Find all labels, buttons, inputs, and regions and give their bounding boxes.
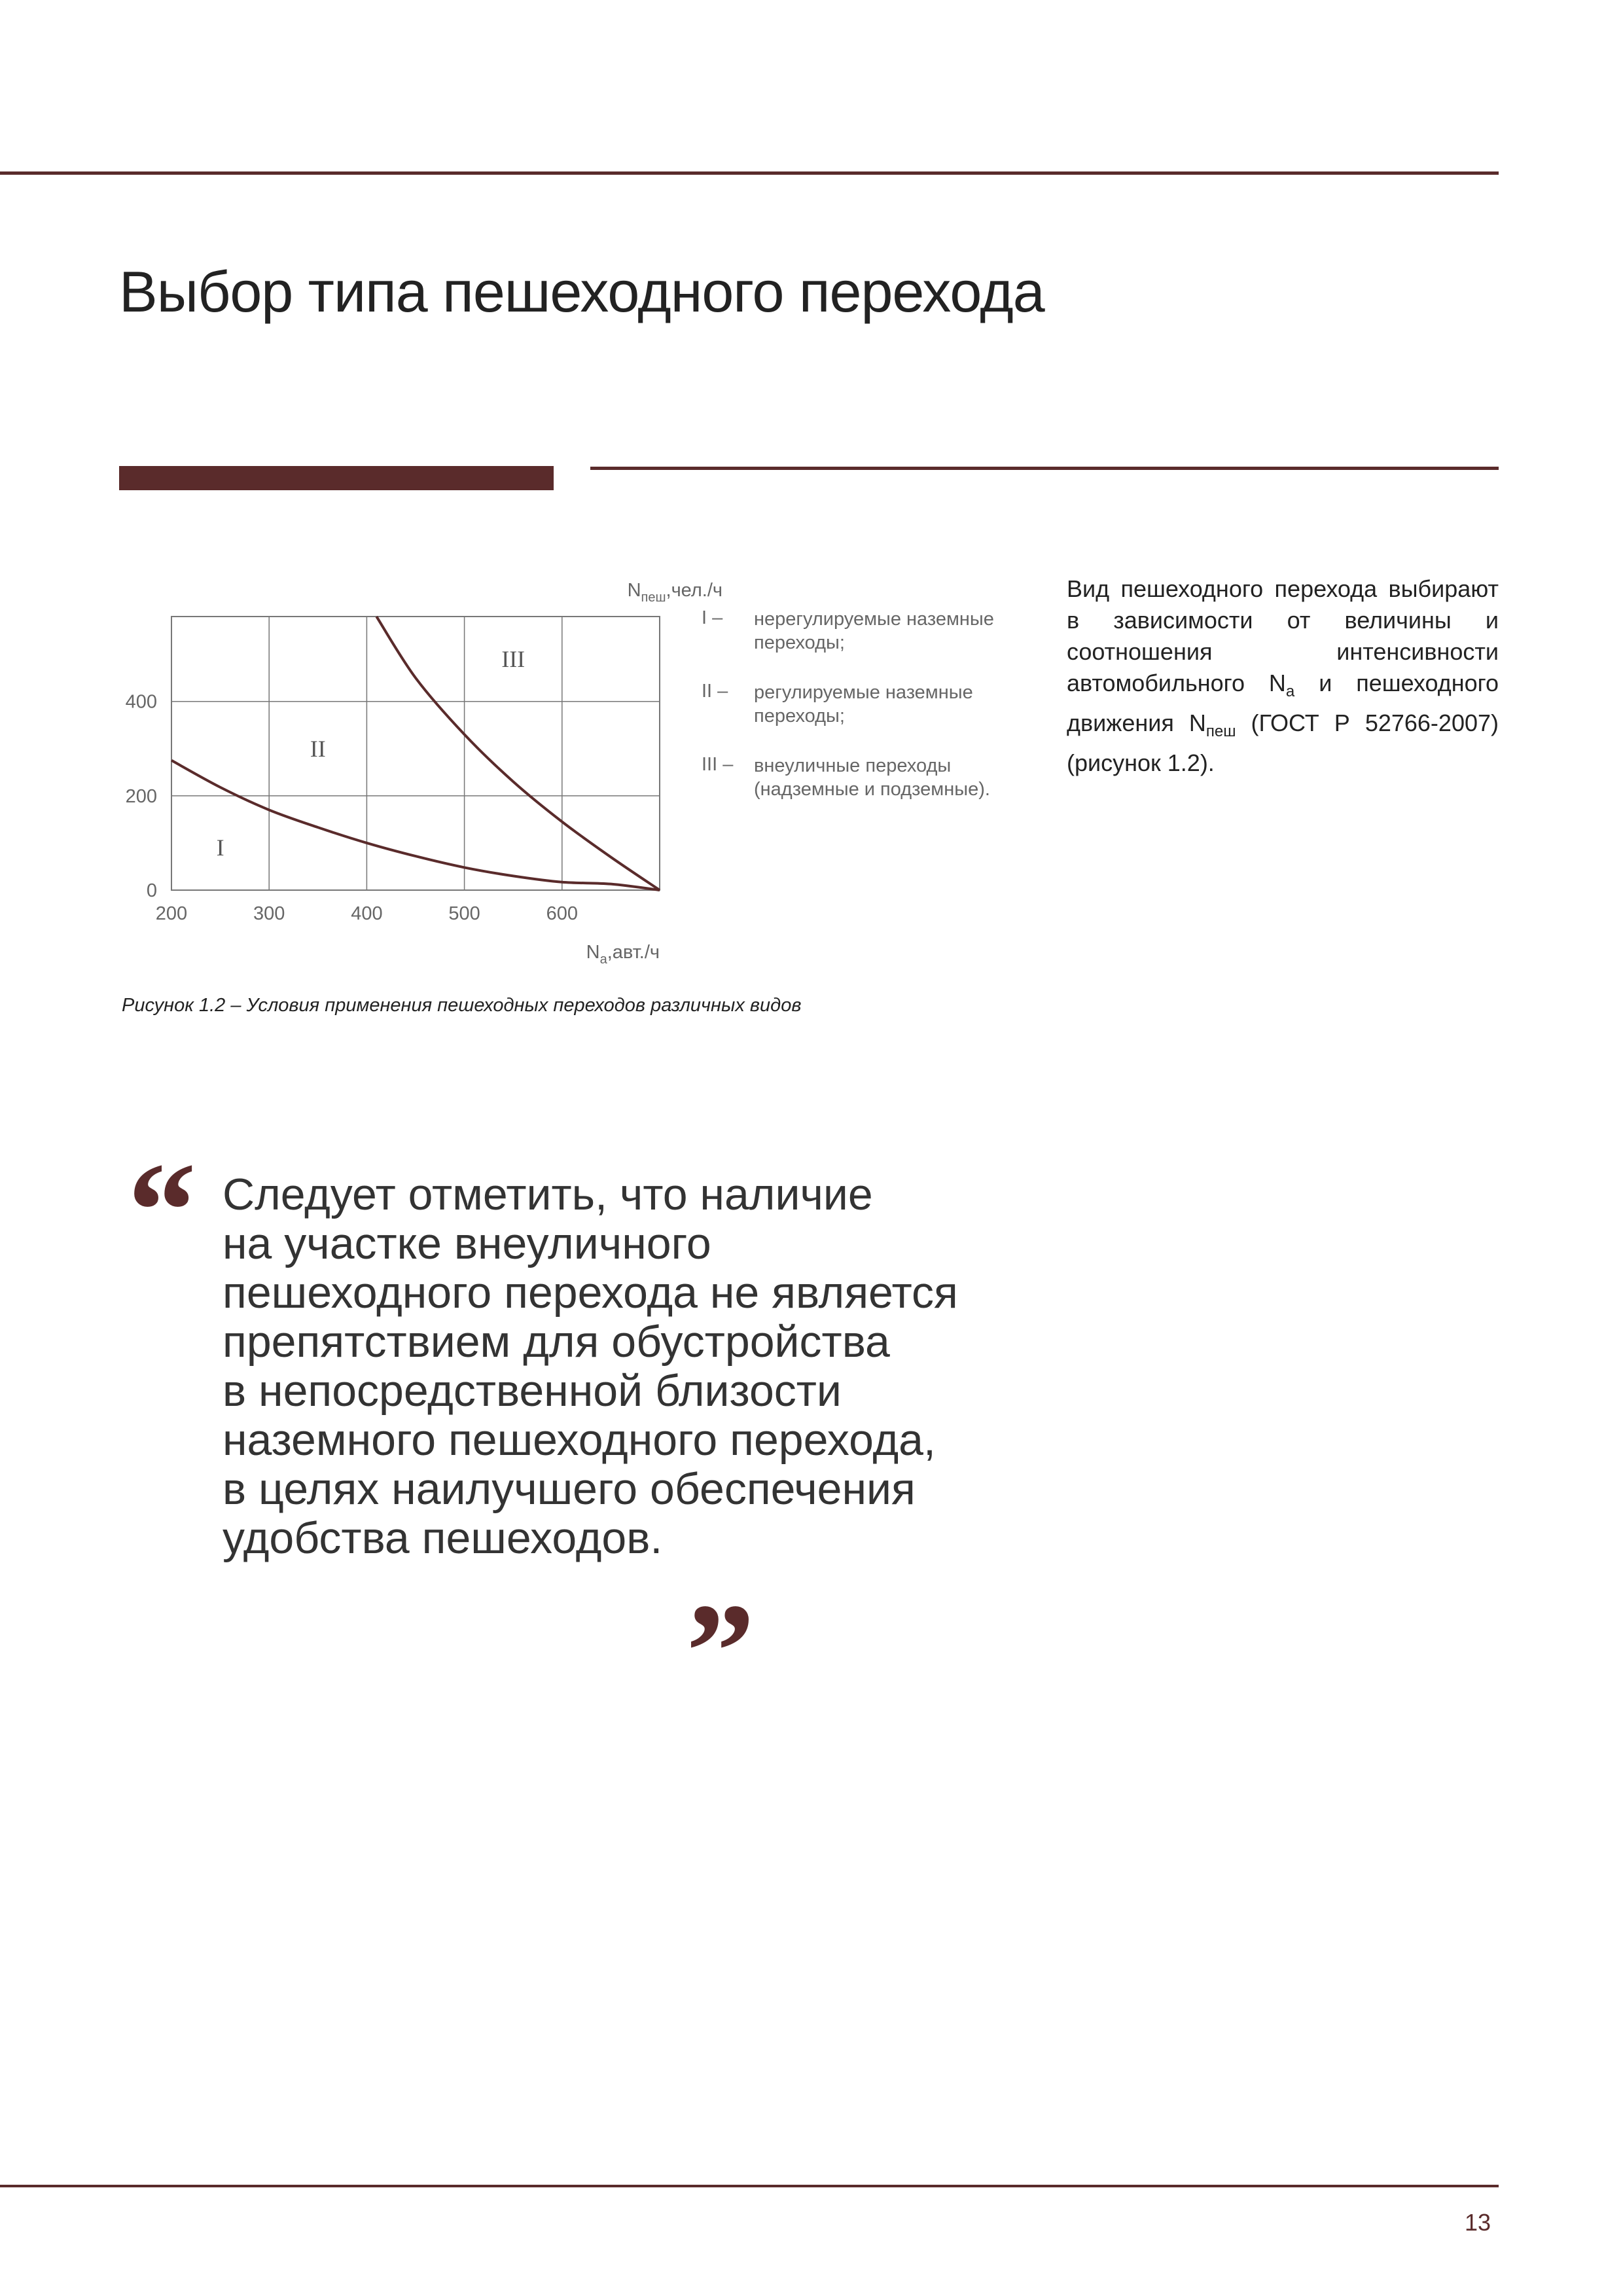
legend-key-3: III – [702,754,734,775]
series-line-1 [171,761,660,890]
quote-line: наземного пешеходного перехода, [223,1415,936,1465]
legend-text-2: регулируемые наземные переходы; [754,682,973,726]
legend-key-2: II – [702,681,728,702]
page-number: 13 [1465,2209,1491,2236]
body-text-part-3: (ГОСТ Р 52766-2007) (рисунок 1.2). [1067,709,1499,777]
x-tick-label: 200 [155,903,188,924]
bottom-rule [0,2185,1499,2187]
body-text-sub-pesh: пеш [1205,723,1236,741]
body-text-part-1: Вид пешеходного перехода выбирают в зависимости от величины и соотношения интенсивности автомобильного N [1067,575,1499,696]
chart-legend [702,607,1055,827]
legend-key-1: I – [702,607,723,628]
y-axis-label: $N_{пеш},чел./ч$ [627,580,722,605]
close-quote-icon: „ [687,1505,756,1657]
zone-label: II [310,735,326,762]
quote-line: препятствием для обустройства [223,1317,890,1367]
x-tick-label: 400 [351,903,383,924]
plot-frame [171,617,660,890]
x-tick-label: 500 [448,903,480,924]
legend-item-3 [702,754,1055,801]
y-tick-label: 200 [125,785,157,807]
x-tick-label: 300 [253,903,285,924]
open-quote-icon: “ [128,1135,196,1287]
x-axis-label: $N_а,авт./ч$ [586,942,660,967]
quote-line: Следует отметить, что наличие [223,1170,873,1219]
quote-line: на участке внеуличного [223,1219,711,1268]
quote-line: в непосредственной близости [223,1366,842,1416]
legend-item-2 [702,681,1055,728]
legend-text-3: внеуличные переходы (надземные и подземные). [754,755,990,800]
body-text-part-2: и пешеходного движения N [1067,670,1499,737]
page-title: Выбор типа пешеходного перехода [119,259,1044,324]
legend-item-1 [702,607,1055,655]
pull-quote [223,1170,1008,1563]
quote-line: в целях наилучшего обеспечения [223,1464,916,1514]
y-tick-label: 400 [125,691,157,713]
legend-text-1: нерегулируемые наземные переходы; [754,609,994,653]
body-text-sub-a: а [1285,683,1295,701]
body-paragraph [1067,573,1499,779]
quote-line: пешеходного перехода не является [223,1268,958,1318]
quote-line: удобства пешеходов. [223,1513,663,1563]
figure-caption: Рисунок 1.2 – Условия применения пешеходных переходов различных видов [122,995,802,1016]
zone-label: III [501,645,526,672]
x-tick-label: 600 [546,903,578,924]
y-tick-label: 0 [146,880,157,901]
zone-label: I [216,834,224,861]
